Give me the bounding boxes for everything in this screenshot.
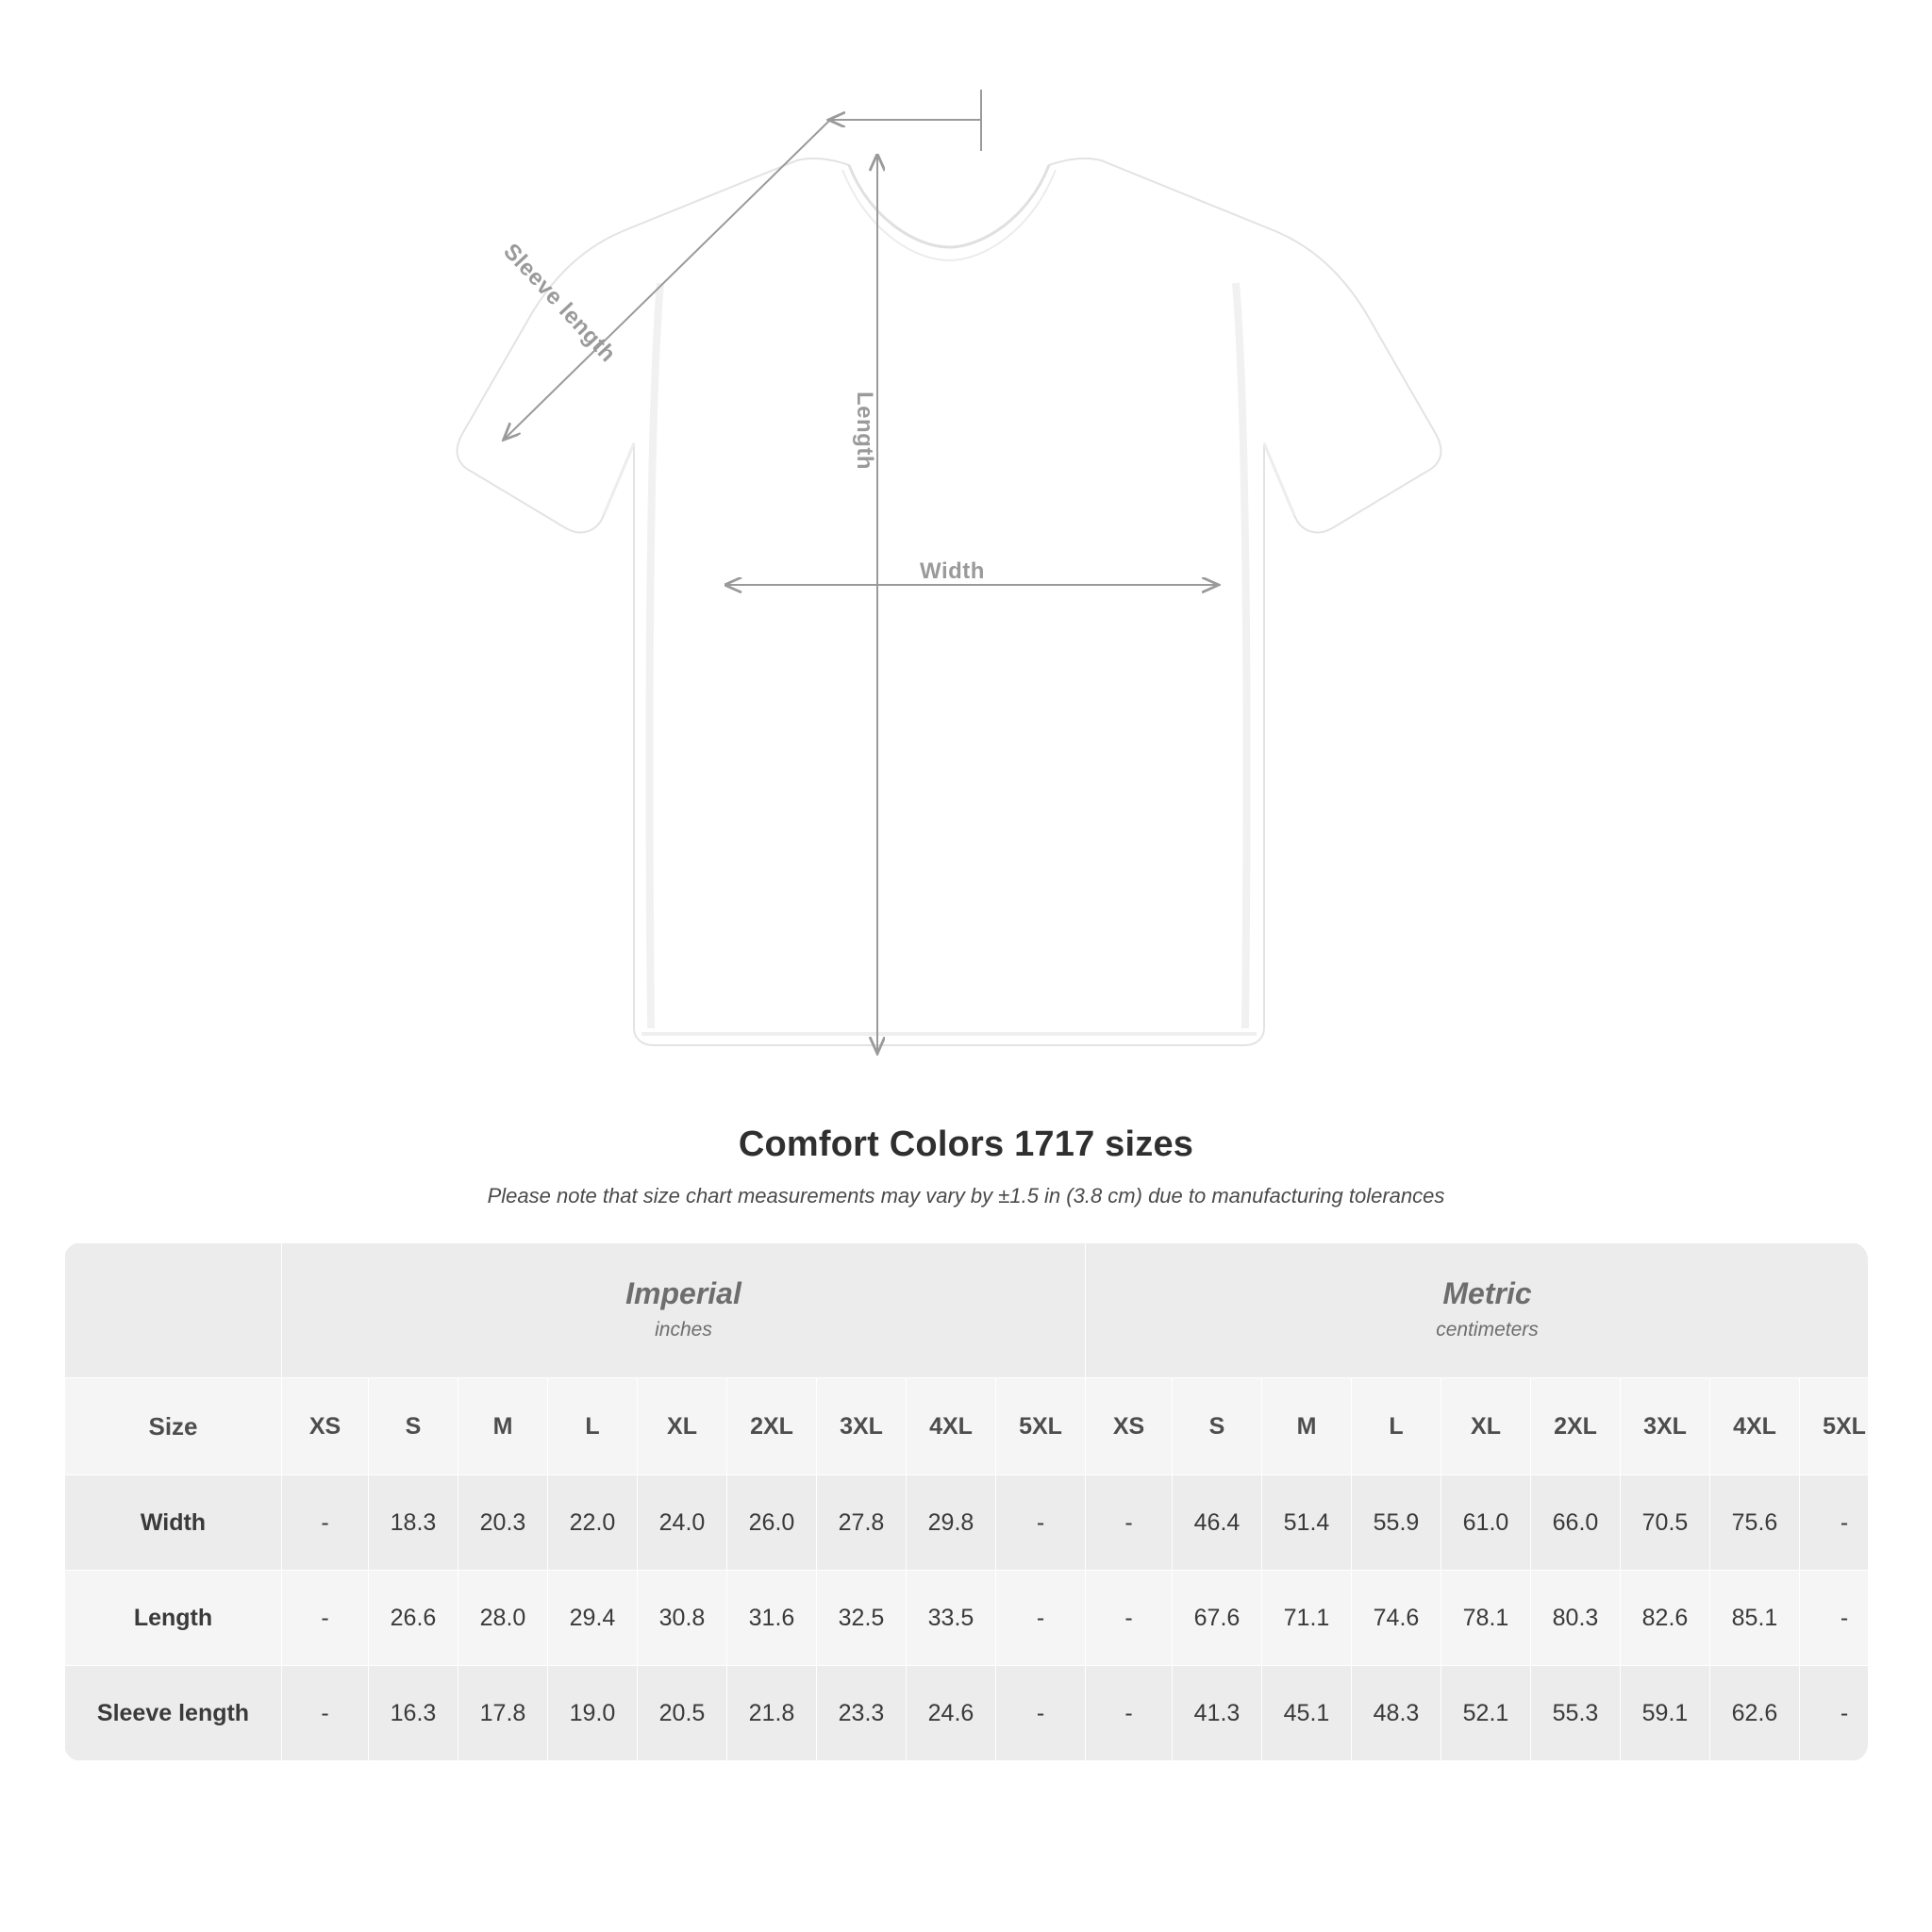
- size-header-metric-xl: XL: [1441, 1378, 1531, 1475]
- cell-length-imperial-4xl: 33.5: [907, 1571, 996, 1666]
- cell-sleeve-length-imperial-4xl: 24.6: [907, 1666, 996, 1761]
- cell-sleeve-length-imperial-m: 17.8: [458, 1666, 548, 1761]
- size-chart-table-wrapper: [64, 1242, 1868, 1761]
- cell-sleeve-length-metric-s: 41.3: [1173, 1666, 1262, 1761]
- unit-system-header-row: [65, 1243, 1869, 1378]
- size-header-metric-3xl: 3XL: [1621, 1378, 1710, 1475]
- size-header-imperial-xl: XL: [638, 1378, 727, 1475]
- cell-sleeve-length-metric-l: 48.3: [1352, 1666, 1441, 1761]
- cell-length-metric-xl: 78.1: [1441, 1571, 1531, 1666]
- cell-sleeve-length-metric-m: 45.1: [1262, 1666, 1352, 1761]
- table-corner-top: [65, 1243, 282, 1378]
- sleeve-length-label: Sleeve length: [498, 239, 621, 368]
- cell-sleeve-length-metric-4xl: 62.6: [1710, 1666, 1800, 1761]
- cell-sleeve-length-imperial-5xl: -: [996, 1666, 1086, 1761]
- size-header-imperial-4xl: 4XL: [907, 1378, 996, 1475]
- cell-width-metric-xl: 61.0: [1441, 1475, 1531, 1571]
- cell-width-imperial-2xl: 26.0: [727, 1475, 817, 1571]
- size-header-imperial-l: L: [548, 1378, 638, 1475]
- row-label-length: Length: [65, 1571, 282, 1666]
- cell-length-imperial-5xl: -: [996, 1571, 1086, 1666]
- size-header-metric-4xl: 4XL: [1710, 1378, 1800, 1475]
- unit-system-metric-unit: centimeters: [1436, 1319, 1539, 1341]
- cell-length-metric-m: 71.1: [1262, 1571, 1352, 1666]
- table-row: [65, 1666, 1869, 1761]
- cell-length-metric-xs: -: [1086, 1571, 1173, 1666]
- cell-sleeve-length-metric-xs: -: [1086, 1666, 1173, 1761]
- cell-width-imperial-5xl: -: [996, 1475, 1086, 1571]
- cell-width-metric-5xl: -: [1800, 1475, 1869, 1571]
- page-title: Comfort Colors 1717 sizes: [738, 1124, 1194, 1164]
- title-block: [0, 1124, 1932, 1208]
- cell-length-metric-2xl: 80.3: [1531, 1571, 1621, 1666]
- size-header-imperial-xs: XS: [282, 1378, 369, 1475]
- cell-length-imperial-2xl: 31.6: [727, 1571, 817, 1666]
- size-header-imperial-3xl: 3XL: [817, 1378, 907, 1475]
- cell-sleeve-length-imperial-2xl: 21.8: [727, 1666, 817, 1761]
- cell-length-imperial-m: 28.0: [458, 1571, 548, 1666]
- cell-sleeve-length-imperial-xs: -: [282, 1666, 369, 1761]
- size-header-metric-xs: XS: [1086, 1378, 1173, 1475]
- cell-sleeve-length-metric-5xl: -: [1800, 1666, 1869, 1761]
- cell-width-imperial-4xl: 29.8: [907, 1475, 996, 1571]
- size-header-metric-l: L: [1352, 1378, 1441, 1475]
- cell-length-metric-3xl: 82.6: [1621, 1571, 1710, 1666]
- cell-width-metric-4xl: 75.6: [1710, 1475, 1800, 1571]
- cell-width-imperial-xl: 24.0: [638, 1475, 727, 1571]
- cell-width-imperial-xs: -: [282, 1475, 369, 1571]
- row-label-width: Width: [65, 1475, 282, 1571]
- cell-length-imperial-3xl: 32.5: [817, 1571, 907, 1666]
- cell-length-metric-s: 67.6: [1173, 1571, 1262, 1666]
- size-header-row: [65, 1378, 1869, 1475]
- cell-length-imperial-l: 29.4: [548, 1571, 638, 1666]
- cell-sleeve-length-imperial-3xl: 23.3: [817, 1666, 907, 1761]
- cell-sleeve-length-metric-2xl: 55.3: [1531, 1666, 1621, 1761]
- cell-length-imperial-xs: -: [282, 1571, 369, 1666]
- unit-system-metric: [1086, 1243, 1869, 1378]
- unit-system-imperial-unit: inches: [655, 1319, 712, 1341]
- cell-length-imperial-xl: 30.8: [638, 1571, 727, 1666]
- cell-sleeve-length-metric-xl: 52.1: [1441, 1666, 1531, 1761]
- size-header-imperial-2xl: 2XL: [727, 1378, 817, 1475]
- size-header-metric-m: M: [1262, 1378, 1352, 1475]
- row-label-sleeve-length: Sleeve length: [65, 1666, 282, 1761]
- size-header-imperial-s: S: [369, 1378, 458, 1475]
- size-header-metric-5xl: 5XL: [1800, 1378, 1869, 1475]
- cell-width-metric-3xl: 70.5: [1621, 1475, 1710, 1571]
- cell-width-imperial-l: 22.0: [548, 1475, 638, 1571]
- unit-system-metric-name: Metric: [1442, 1276, 1532, 1311]
- cell-width-imperial-s: 18.3: [369, 1475, 458, 1571]
- table-row: [65, 1571, 1869, 1666]
- cell-length-metric-4xl: 85.1: [1710, 1571, 1800, 1666]
- size-header-imperial-m: M: [458, 1378, 548, 1475]
- cell-sleeve-length-imperial-l: 19.0: [548, 1666, 638, 1761]
- size-header-metric-2xl: 2XL: [1531, 1378, 1621, 1475]
- cell-width-imperial-3xl: 27.8: [817, 1475, 907, 1571]
- tshirt-shape: [458, 158, 1441, 1045]
- tolerance-note: Please note that size chart measurements may vary by ±1.5 in (3.8 cm) due to manufacturing tolerances: [487, 1184, 1445, 1208]
- cell-width-metric-s: 46.4: [1173, 1475, 1262, 1571]
- cell-length-metric-l: 74.6: [1352, 1571, 1441, 1666]
- cell-width-metric-xs: -: [1086, 1475, 1173, 1571]
- cell-sleeve-length-imperial-s: 16.3: [369, 1666, 458, 1761]
- cell-width-imperial-m: 20.3: [458, 1475, 548, 1571]
- cell-width-metric-m: 51.4: [1262, 1475, 1352, 1571]
- cell-sleeve-length-imperial-xl: 20.5: [638, 1666, 727, 1761]
- cell-width-metric-2xl: 66.0: [1531, 1475, 1621, 1571]
- size-chart-table: [64, 1242, 1868, 1761]
- length-label: Length: [852, 391, 877, 470]
- cell-width-metric-l: 55.9: [1352, 1475, 1441, 1571]
- size-header-imperial-5xl: 5XL: [996, 1378, 1086, 1475]
- unit-system-imperial: [282, 1243, 1086, 1378]
- unit-system-imperial-name: Imperial: [625, 1276, 741, 1311]
- cell-length-metric-5xl: -: [1800, 1571, 1869, 1666]
- table-row: [65, 1475, 1869, 1571]
- size-header-label: Size: [65, 1378, 282, 1475]
- size-header-metric-s: S: [1173, 1378, 1262, 1475]
- width-label: Width: [920, 558, 985, 584]
- cell-length-imperial-s: 26.6: [369, 1571, 458, 1666]
- cell-sleeve-length-metric-3xl: 59.1: [1621, 1666, 1710, 1761]
